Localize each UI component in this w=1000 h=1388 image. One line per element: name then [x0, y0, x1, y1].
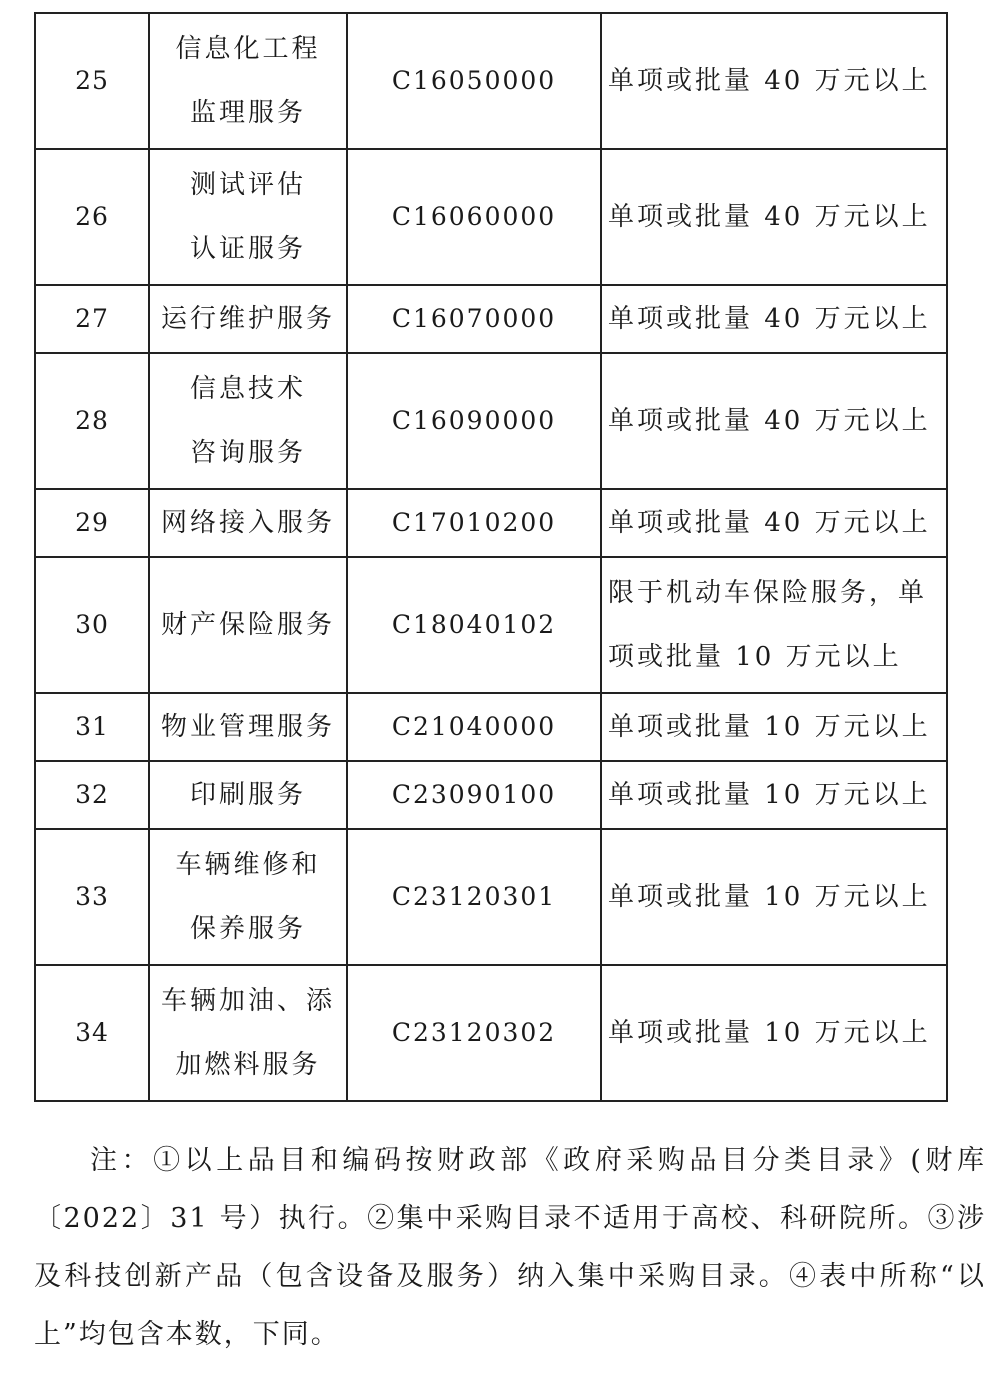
footnote: 注：①以上品目和编码按财政部《政府采购品目分类目录》(财库〔2022〕31 号）执行。②集中采购目录不适用于高校、科研院所。③涉及科技创新产品（包含设备及服务）纳入集中采购目录。④表中所称“以上”均包含本数，下同。 — [34, 1145, 986, 1350]
item-name-line: 加燃料服务 — [175, 1050, 321, 1080]
threshold-requirement — [601, 149, 947, 285]
row-number: 34 — [35, 965, 149, 1101]
item-code: C16060000 — [347, 149, 601, 285]
requirement-line: 项或批量 10 万元以上 — [608, 642, 902, 672]
item-name-line: 网络接入服务 — [160, 508, 335, 538]
item-code: C17010200 — [347, 489, 601, 557]
item-name — [149, 489, 347, 557]
threshold-requirement — [601, 489, 947, 557]
item-code: C18040102 — [347, 557, 601, 693]
row-number: 26 — [35, 149, 149, 285]
item-name-line: 物业管理服务 — [160, 712, 335, 742]
requirement-line: 单项或批量 10 万元以上 — [608, 712, 931, 742]
row-number: 25 — [35, 13, 149, 149]
threshold-requirement — [601, 761, 947, 829]
table-row — [35, 149, 947, 285]
row-number: 30 — [35, 557, 149, 693]
item-code: C23120301 — [347, 829, 601, 965]
item-name-line: 认证服务 — [189, 234, 306, 264]
item-name-line: 监理服务 — [189, 98, 306, 128]
table-row — [35, 285, 947, 353]
requirement-line: 单项或批量 40 万元以上 — [608, 508, 931, 538]
table-row — [35, 965, 947, 1101]
item-name-line: 测试评估 — [189, 170, 306, 200]
item-code: C16050000 — [347, 13, 601, 149]
item-name — [149, 761, 347, 829]
requirement-line: 单项或批量 10 万元以上 — [608, 1018, 931, 1048]
threshold-requirement — [601, 693, 947, 761]
requirement-line: 单项或批量 40 万元以上 — [608, 66, 931, 96]
procurement-catalog-table — [34, 12, 948, 1102]
requirement-line: 限于机动车保险服务，单 — [608, 578, 928, 608]
table-row — [35, 693, 947, 761]
item-name-line: 车辆加油、添 — [160, 986, 335, 1016]
table-row — [35, 13, 947, 149]
threshold-requirement — [601, 285, 947, 353]
threshold-requirement — [601, 965, 947, 1101]
item-name-line: 保养服务 — [189, 914, 306, 944]
threshold-requirement — [601, 829, 947, 965]
row-number: 32 — [35, 761, 149, 829]
row-number: 29 — [35, 489, 149, 557]
table-row — [35, 353, 947, 489]
item-code: C21040000 — [347, 693, 601, 761]
row-number: 28 — [35, 353, 149, 489]
item-name — [149, 149, 347, 285]
table-row — [35, 489, 947, 557]
item-name-line: 印刷服务 — [189, 780, 306, 810]
table-body — [35, 13, 947, 1101]
threshold-requirement — [601, 13, 947, 149]
row-number: 33 — [35, 829, 149, 965]
item-name-line: 财产保险服务 — [160, 610, 335, 640]
item-name-line: 运行维护服务 — [160, 304, 335, 334]
item-name — [149, 829, 347, 965]
threshold-requirement — [601, 353, 947, 489]
item-name — [149, 557, 347, 693]
item-name — [149, 13, 347, 149]
requirement-line: 单项或批量 40 万元以上 — [608, 406, 931, 436]
requirement-line: 单项或批量 40 万元以上 — [608, 304, 931, 334]
item-name — [149, 693, 347, 761]
requirement-line: 单项或批量 10 万元以上 — [608, 780, 931, 810]
table-row — [35, 829, 947, 965]
item-name-line: 咨询服务 — [189, 438, 306, 468]
item-code: C23120302 — [347, 965, 601, 1101]
item-code: C16070000 — [347, 285, 601, 353]
item-name — [149, 353, 347, 489]
table-row — [35, 761, 947, 829]
item-name-line: 车辆维修和 — [175, 850, 321, 880]
table-row — [35, 557, 947, 693]
item-code: C16090000 — [347, 353, 601, 489]
item-name-line: 信息技术 — [189, 374, 306, 404]
row-number: 31 — [35, 693, 149, 761]
item-code: C23090100 — [347, 761, 601, 829]
requirement-line: 单项或批量 40 万元以上 — [608, 202, 931, 232]
requirement-line: 单项或批量 10 万元以上 — [608, 882, 931, 912]
row-number: 27 — [35, 285, 149, 353]
item-name-line: 信息化工程 — [175, 34, 321, 64]
item-name — [149, 285, 347, 353]
threshold-requirement — [601, 557, 947, 693]
item-name — [149, 965, 347, 1101]
